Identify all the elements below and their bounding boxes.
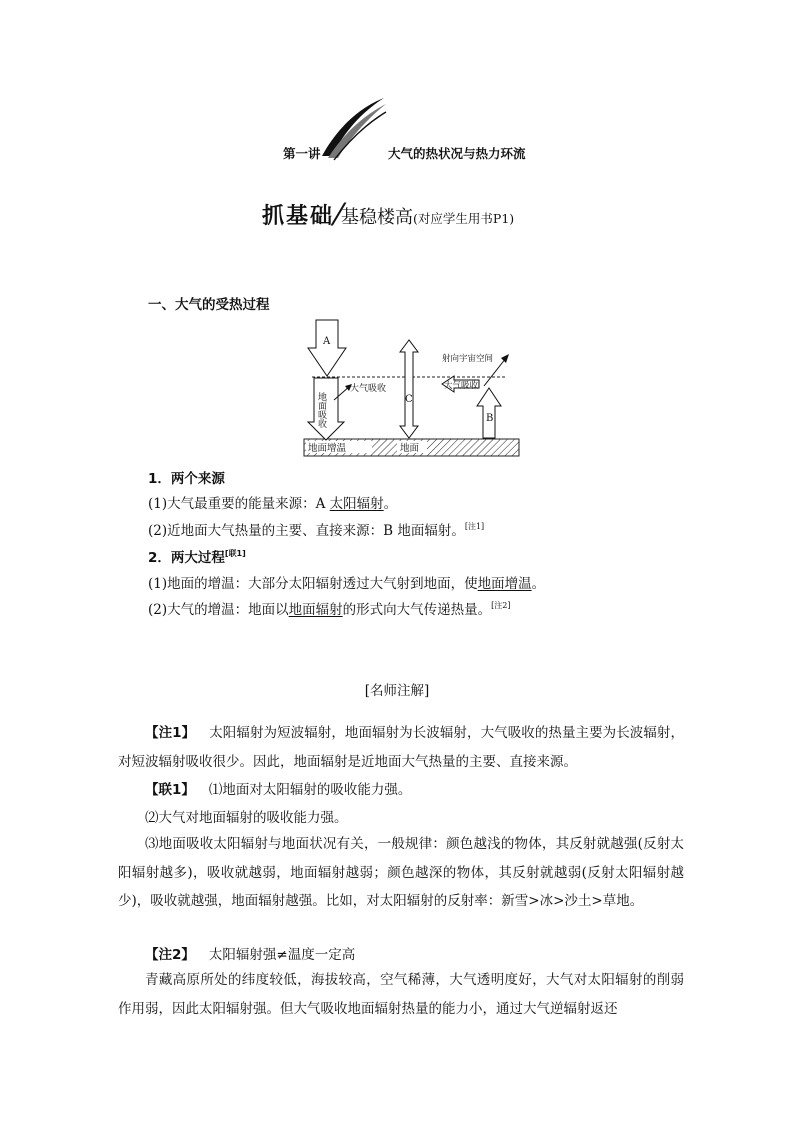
swoosh-logo-icon xyxy=(318,94,388,164)
ground-warming-label: 地面增温 xyxy=(308,443,347,454)
item-line-2 xyxy=(148,519,484,539)
note-1-label: 【注1】 xyxy=(145,725,196,741)
item-line-1-pre: (1)大气最重要的能量来源：A xyxy=(148,496,330,512)
item-line-1 xyxy=(148,492,397,512)
heating-process-diagram xyxy=(296,318,522,460)
label-a: A xyxy=(323,336,331,347)
item-line-3-pre: (1)地面的增温：大部分太阳辐射透过大气射到地面，使 xyxy=(148,576,478,592)
link-1 xyxy=(118,776,684,805)
to-space-label: 射向宇宙空间 xyxy=(442,354,494,364)
label-b: B xyxy=(486,413,494,424)
link-1-label: 【联1】 xyxy=(145,782,195,798)
item-line-4-underlined: 地面辐射 xyxy=(288,602,343,618)
section-banner xyxy=(262,196,514,231)
lecture-title: 大气的热状况与热力环流 xyxy=(388,146,526,161)
counter-radiation-arrow-c xyxy=(400,340,418,438)
note-2-label: 【注2】 xyxy=(145,947,195,963)
atm-absorb-label-left: 大气吸收 xyxy=(350,384,387,394)
to-space-arrow-head xyxy=(501,354,509,363)
section-heading: 一、大气的受热过程 xyxy=(148,297,270,313)
item-line-2-text: (2)近地面大气热量的主要、直接来源：B 地面辐射。 xyxy=(148,523,465,539)
note-2-text: 太阳辐射强≠温度一定高 xyxy=(208,947,356,963)
item-line-3 xyxy=(148,572,545,592)
item-heading-2-text: 2．两大过程 xyxy=(148,550,225,566)
ground-absorb-arrow xyxy=(308,378,344,440)
item-line-1-post: 。 xyxy=(383,496,398,512)
item-line-1-underlined: 太阳辐射 xyxy=(329,496,384,512)
item-line-3-post: 。 xyxy=(531,576,546,592)
link-tag-1: [联1] xyxy=(224,549,246,558)
note-tag-1: [注1] xyxy=(464,522,485,531)
banner-ref: (对应学生用书P1) xyxy=(413,211,515,226)
note-2-body: 青藏高原所处的纬度较低，海拔较高，空气稀薄，大气透明度好，大气对太阳辐射的削弱作用弱，因此太阳辐射强。但大气吸收地面辐射热量的能力小，通过大气逆辐射返还 xyxy=(118,972,684,1017)
atm-absorb-label-right: 大气吸收 xyxy=(444,381,479,391)
item-heading-2 xyxy=(148,546,246,566)
item-line-3-underlined: 地面增温 xyxy=(477,576,532,592)
item-line-4 xyxy=(148,598,510,618)
lecture-number: 第一讲 xyxy=(283,146,321,161)
item-line-4-pre: (2)大气的增温：地面以 xyxy=(148,602,289,618)
item-line-4-post: 的形式向大气传递热量。 xyxy=(342,602,492,618)
note-1 xyxy=(118,719,684,776)
link-1-item-2: ⑵大气对地面辐射的吸收能力强。 xyxy=(145,810,348,826)
note-1-text: 太阳辐射为短波辐射，地面辐射为长波辐射，大气吸收的热量主要为长波辐射，对短波辐射吸收很少。因此，地面辐射是近地面大气热量的主要、直接来源。 xyxy=(118,725,684,770)
label-c: C xyxy=(405,394,413,405)
note-tag-2: [注2] xyxy=(491,601,511,610)
item-heading-1: 1．两个来源 xyxy=(148,471,225,487)
solar-arrow-a xyxy=(308,320,346,376)
banner-slash: ⁄ xyxy=(336,198,342,233)
ground-absorb-label: 地面吸收 xyxy=(316,392,326,428)
link-1-item-3: ⑶地面吸收太阳辐射与地面状况有关，一般规律：颜色越浅的物体，其反射就越强(反射太阳辐射越多)，吸收就越弱，地面辐射越弱；颜色越深的物体，其反射就越弱(反射太阳辐射越少)，吸收就越强，地面辐射越强。比如，对太阳辐射的反射率：新雪>冰>沙土>草地。 xyxy=(118,836,684,909)
notes-title: [名师注解] xyxy=(364,683,430,699)
banner-main: 抓基础 xyxy=(262,204,335,229)
link-1-text: ⑴地面对太阳辐射的吸收能力强。 xyxy=(208,782,412,798)
ground-label: 地面 xyxy=(400,443,420,454)
banner-sub: 基稳楼高 xyxy=(341,207,414,228)
